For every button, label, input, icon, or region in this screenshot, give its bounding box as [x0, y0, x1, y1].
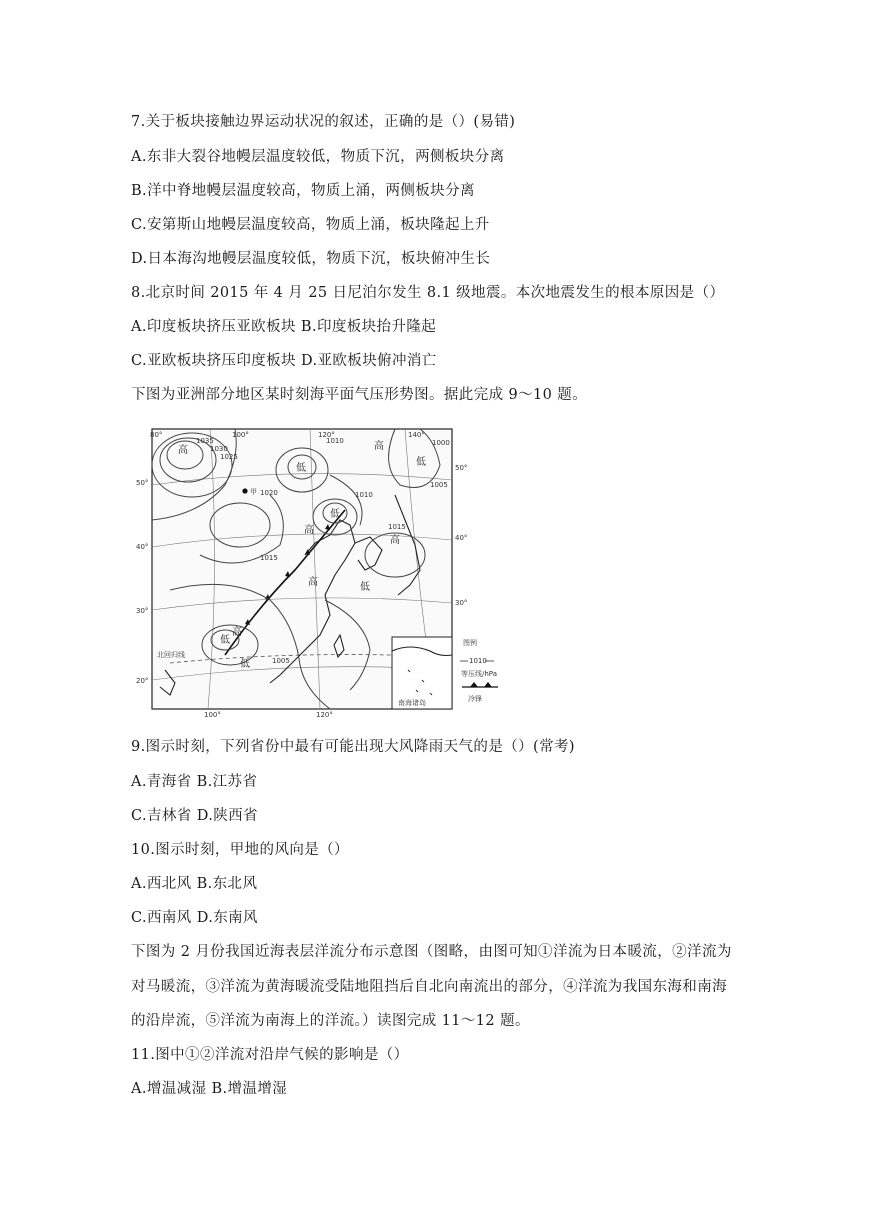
q7-option-c: C.安第斯山地幔层温度较高，物质上涌，板块隆起上升 — [131, 217, 490, 233]
isobar-value: 1005 — [430, 481, 448, 489]
lon-label: 100° — [232, 431, 249, 439]
tropic-label: 北回归线 — [157, 651, 185, 659]
q7-option-b: B.洋中脊地幔层温度较高，物质上涌，两侧板块分离 — [131, 183, 475, 199]
q9-options-ab: A.青海省 B.江苏省 — [131, 774, 258, 790]
legend-front-text: 冷锋 — [468, 695, 482, 703]
lat-label: 40° — [455, 534, 468, 542]
q10-options-ab: A.西北风 B.东北风 — [131, 876, 258, 892]
isobar-value: 1015 — [388, 523, 406, 531]
isobar-value: 1010 — [326, 437, 344, 445]
lon-label: 100° — [204, 711, 221, 719]
pressure-center-label: 高 — [232, 627, 242, 638]
isobar-value: 1005 — [272, 657, 290, 665]
isobar-value: 1025 — [220, 453, 238, 461]
lat-label: 40° — [136, 543, 149, 551]
lon-label: 80° — [150, 431, 163, 439]
lat-label: 20° — [136, 677, 149, 685]
pressure-center-label: 高 — [308, 577, 318, 588]
lat-label: 50° — [455, 464, 468, 472]
q7-option-a: A.东非大裂谷地幔层温度较低，物质下沉，两侧板块分离 — [131, 149, 505, 165]
pressure-map — [130, 425, 510, 720]
legend-title: 图例 — [463, 639, 477, 647]
intro-11-12-line1: 下图为 2 月份我国近海表层洋流分布示意图（图略，由图可知①洋流为日本暖流，②洋流为 — [131, 944, 732, 960]
pressure-center-label: 低 — [330, 509, 340, 520]
q7-option-d: D.日本海沟地幔层温度较低，物质下沉，板块俯冲生长 — [131, 251, 491, 267]
q8-options-ab: A.印度板块挤压亚欧板块 B.印度板块抬升隆起 — [131, 319, 437, 335]
isobar-value: 1010 — [355, 491, 373, 499]
intro-11-12-line3: 的沿岸流，⑤洋流为南海上的洋流。）读图完成 11～12 题。 — [131, 1013, 530, 1029]
q7-stem: 7.关于板块接触边界运动状况的叙述，正确的是（）(易错) — [131, 114, 516, 130]
isobar-value: 1000 — [432, 439, 450, 447]
intro-9-10: 下图为亚洲部分地区某时刻海平面气压形势图。据此完成 9～10 题。 — [131, 387, 588, 403]
place-label-jia: 甲 — [250, 488, 257, 496]
q10-stem: 10.图示时刻，甲地的风向是（） — [131, 842, 349, 858]
q11-stem: 11.图中①②洋流对沿岸气候的影响是（） — [131, 1047, 409, 1063]
q8-stem: 8.北京时间 2015 年 4 月 25 日尼泊尔发生 8.1 级地震。本次地震发生的根本原因是（） — [131, 285, 725, 301]
legend-isobar-sample: 1010 — [469, 657, 487, 665]
pressure-center-label: 高 — [390, 535, 400, 546]
pressure-center-label: 低 — [240, 659, 250, 670]
q9-stem: 9.图示时刻，下列省份中最有可能出现大风降雨天气的是（）(常考) — [131, 739, 575, 755]
pressure-center-label: 高 — [374, 441, 384, 452]
lat-label: 50° — [136, 479, 149, 487]
lat-label: 30° — [455, 599, 468, 607]
pressure-center-label: 高 — [178, 445, 188, 456]
isobar-value: 1030 — [210, 445, 228, 453]
isobar-value: 1015 — [260, 554, 278, 562]
isobar-value: 1020 — [260, 489, 278, 497]
q9-options-cd: C.吉林省 D.陕西省 — [131, 808, 258, 824]
q8-options-cd: C.亚欧板块挤压印度板块 D.亚欧板块俯冲消亡 — [131, 353, 437, 369]
q10-options-cd: C.西南风 D.东南风 — [131, 910, 258, 926]
pressure-center-label: 低 — [296, 463, 306, 474]
pressure-center-label: 低 — [360, 582, 370, 593]
legend-isobar-text: 等压线/hPa — [461, 670, 497, 678]
pressure-center-label: 低 — [220, 635, 230, 646]
q11-options-ab: A.增温减湿 B.增温增湿 — [131, 1081, 288, 1097]
lon-label: 120° — [318, 431, 335, 439]
intro-11-12-line2: 对马暖流，③洋流为黄海暖流受陆地阻挡后自北向南流出的部分，④洋流为我国东海和南海 — [131, 979, 727, 995]
isobar-value: 1035 — [196, 437, 214, 445]
lat-label: 30° — [136, 607, 149, 615]
pressure-center-label: 高 — [304, 525, 314, 536]
lon-label: 140° — [408, 431, 425, 439]
lon-label: 120° — [316, 711, 333, 719]
inset-label: 南海诸岛 — [398, 699, 426, 707]
pressure-center-label: 低 — [416, 457, 426, 468]
